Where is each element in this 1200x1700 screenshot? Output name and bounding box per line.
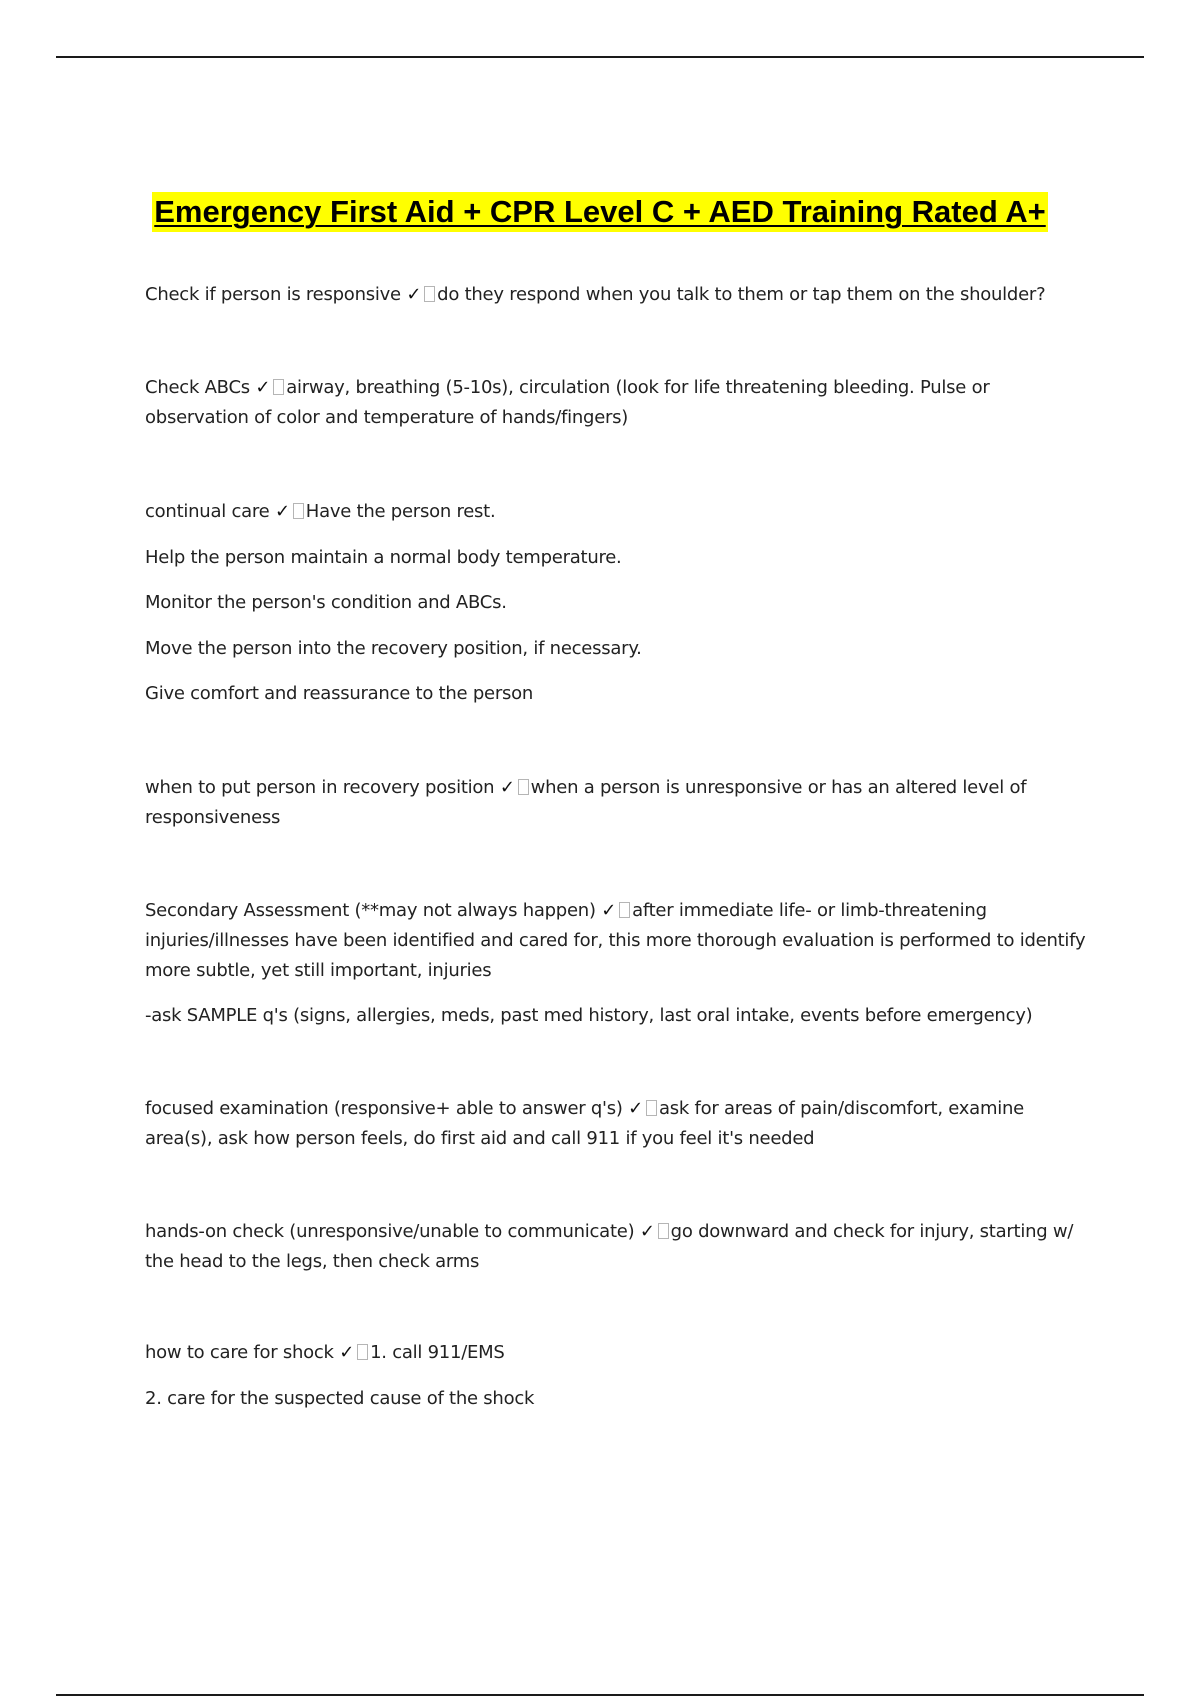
entry-continuation: Give comfort and reassurance to the person: [145, 683, 534, 704]
entry-continuation: Help the person maintain a normal body temperature.: [145, 547, 622, 568]
flashcard-entry: [145, 373, 1090, 433]
check-mark-icon: ✓: [339, 1342, 355, 1363]
entry-line: [145, 773, 1090, 833]
check-mark-icon: ✓: [499, 777, 515, 798]
entry-continuation: -ask SAMPLE q's (signs, allergies, meds, past med history, last oral intake, events before emergency): [145, 1005, 1033, 1026]
flashcard-entry: [145, 773, 1090, 833]
entry-continuation: 2. care for the suspected cause of the shock: [145, 1388, 535, 1409]
missing-glyph-box-icon: [273, 379, 284, 395]
entry-definition: do they respond when you talk to them or tap them on the shoulder?: [437, 284, 1046, 305]
flashcard-entry: [145, 497, 1090, 709]
entry-definition: airway, breathing (5-10s), circulation (look for life threatening bleeding. Pulse or observation of color and temperature of hands/fingers): [145, 377, 990, 428]
entry-definition: when a person is unresponsive or has an altered level of responsiveness: [145, 777, 1027, 828]
check-mark-icon: ✓: [274, 501, 290, 522]
check-mark-icon: ✓: [628, 1098, 643, 1119]
check-mark-icon: ✓: [639, 1221, 655, 1242]
entry-term: Check ABCs: [145, 377, 250, 398]
entry-continuation: Monitor the person's condition and ABCs.: [145, 592, 507, 613]
entry-term: hands-on check (unresponsive/unable to communicate): [145, 1221, 635, 1242]
flashcard-entry: [145, 1094, 1090, 1154]
missing-glyph-box-icon: [658, 1223, 669, 1239]
entry-term: focused examination (responsive+ able to answer q's): [145, 1098, 623, 1119]
entry-line: [145, 1094, 1090, 1154]
flashcard-entry: [145, 1217, 1090, 1277]
entry-term: Secondary Assessment (**may not always happen): [145, 900, 596, 921]
entry-definition: 1. call 911/EMS: [370, 1342, 505, 1363]
entry-line: [145, 280, 1090, 310]
check-mark-icon: ✓: [406, 284, 422, 305]
missing-glyph-box-icon: [293, 503, 304, 519]
entry-definition: go downward and check for injury, starting w/ the head to the legs, then check arms: [145, 1221, 1074, 1272]
entry-line: [145, 373, 1090, 433]
flashcard-entry: [145, 280, 1090, 310]
missing-glyph-box-icon: [646, 1100, 657, 1116]
flashcard-entry: [145, 1338, 1090, 1414]
entry-line: [145, 896, 1090, 986]
entry-line: [145, 1338, 1090, 1368]
entry-term: when to put person in recovery position: [145, 777, 495, 798]
entry-term: how to care for shock: [145, 1342, 334, 1363]
flashcard-entry: [145, 896, 1090, 1031]
entry-continuation: Move the person into the recovery position, if necessary.: [145, 638, 642, 659]
entry-term: continual care: [145, 501, 270, 522]
entry-term: Check if person is responsive: [145, 284, 401, 305]
missing-glyph-box-icon: [424, 286, 435, 302]
bottom-rule: [56, 1694, 1144, 1696]
entry-definition: after immediate life- or limb-threatening injuries/illnesses have been identified and cared for, this more thorough evaluation is performed to identify more subtle, yet still important, injuries: [145, 900, 1086, 981]
missing-glyph-box-icon: [518, 779, 529, 795]
entry-line: [145, 1217, 1090, 1277]
entry-line: [145, 497, 1090, 527]
top-rule: [56, 56, 1144, 58]
title-container: [0, 192, 1200, 232]
document-title: Emergency First Aid + CPR Level C + AED Training Rated A+: [152, 192, 1048, 232]
entry-definition: Have the person rest.: [305, 501, 496, 522]
entry-definition: ask for areas of pain/discomfort, examine area(s), ask how person feels, do first aid and call 911 if you feel it's needed: [145, 1098, 1024, 1149]
check-mark-icon: ✓: [601, 900, 617, 921]
missing-glyph-box-icon: [357, 1344, 368, 1360]
missing-glyph-box-icon: [619, 902, 630, 918]
check-mark-icon: ✓: [255, 377, 271, 398]
